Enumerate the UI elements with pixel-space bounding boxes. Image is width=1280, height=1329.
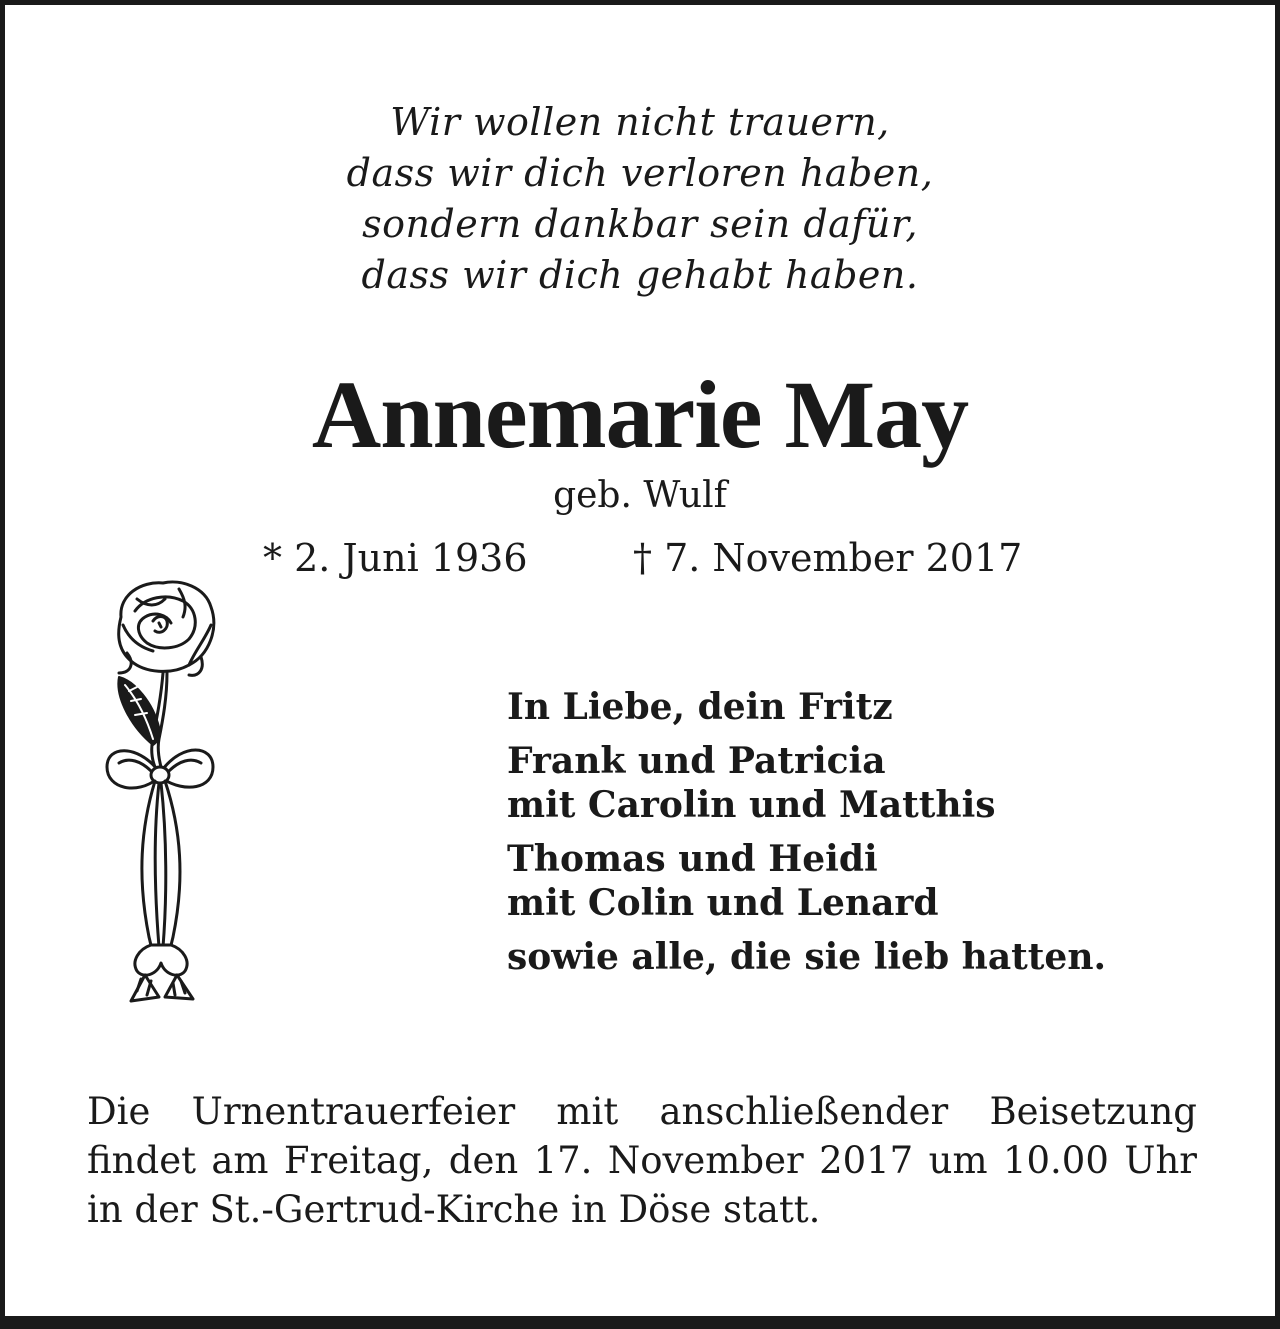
mourners-list — [507, 685, 1106, 979]
funeral-line: in der St.-Gertrud-Kirche in Döse statt. — [87, 1188, 821, 1231]
mourner-line: mit Carolin und Matthis — [507, 784, 996, 826]
mourner-line: sowie alle, die sie lieb hatten. — [507, 936, 1107, 978]
funeral-line: findet am Freitag, den 17. November 2017 um 10.00 Uhr — [87, 1139, 1197, 1182]
birth-date: * 2. Juni 1936 — [263, 536, 528, 580]
funeral-line: Die Urnentrauerfeier mit anschließender Beisetzung — [87, 1090, 1197, 1133]
poem — [5, 97, 1275, 301]
mourner-line: Thomas und Heidi — [507, 838, 878, 880]
mourner-line: In Liebe, dein Fritz — [507, 686, 893, 728]
mourner-line: mit Colin und Lenard — [507, 882, 939, 924]
poem-line: dass wir dich verloren haben, — [346, 151, 934, 195]
poem-line: sondern dankbar sein dafür, — [362, 202, 918, 246]
deceased-name: Annemarie May — [311, 361, 969, 468]
rose-icon — [101, 577, 231, 1007]
mourner-line: Frank und Patricia — [507, 740, 886, 782]
funeral-announcement — [87, 1087, 1197, 1234]
maiden-name: geb. Wulf — [553, 475, 727, 516]
death-date: † 7. November 2017 — [633, 536, 1023, 580]
poem-line: dass wir dich gehabt haben. — [361, 253, 919, 297]
poem-line: Wir wollen nicht trauern, — [390, 100, 890, 144]
